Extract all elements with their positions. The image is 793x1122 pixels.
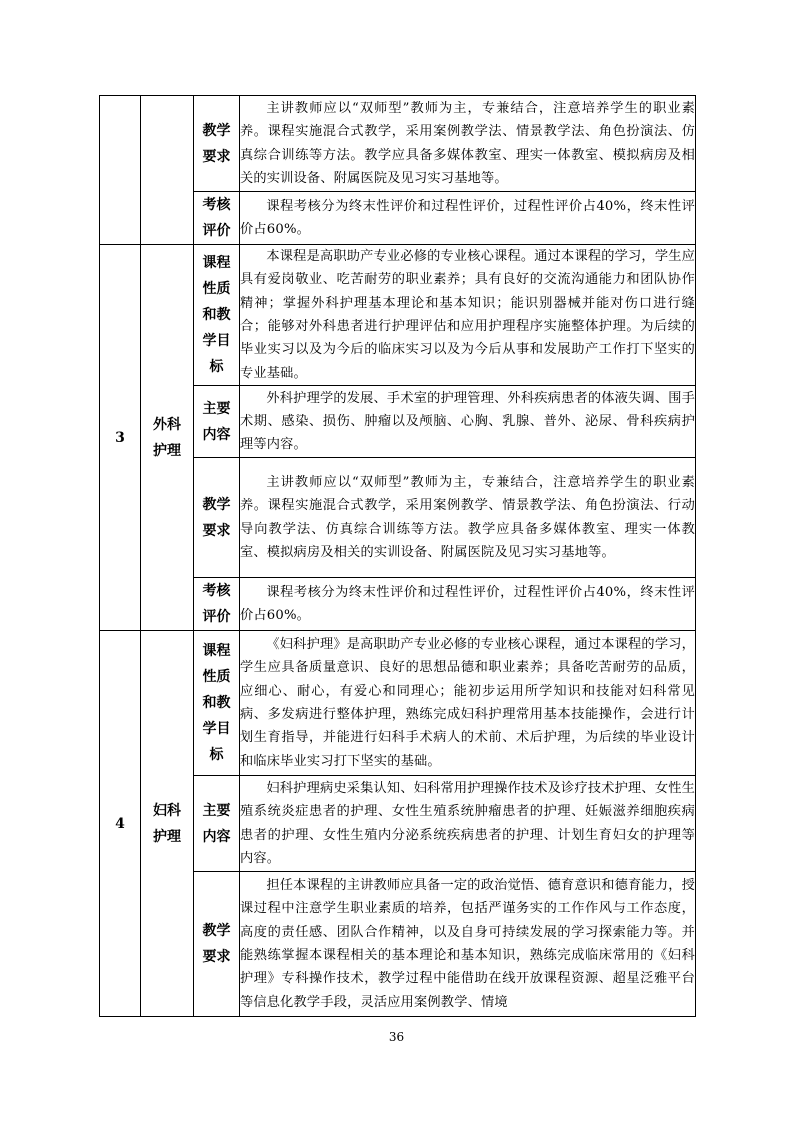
course-number-cell: [100, 96, 141, 245]
row-text: 担任本课程的主讲教师应具备一定的政治觉悟、德育意识和德育能力，授课过程中注意学生职业素质的培养，包括严谨务实的工作作风与工作态度，高度的责任感、团队合作精神，以及自身可持续发展的学习探索能力等。并能熟练掌握本课程相关的基本理论和基本知识，熟练完成临床常用的《妇科护理》专科操作技术，教学过程中能借助在线开放课程资源、超星泛雅平台等信息化教学手段，灵活应用案例教学、情境: [240, 872, 696, 1017]
row-label: 考核 评价: [194, 192, 240, 245]
row-label: 课程 性质 和教 学目 标: [194, 631, 240, 776]
row-label: 教学 要求: [194, 458, 240, 578]
row-label: 考核 评价: [194, 578, 240, 631]
row-text: 课程考核分为终末性评价和过程性评价，过程性评价占40%，终末性评价占60%。: [240, 192, 696, 245]
row-text: 主讲教师应以“双师型”教师为主，专兼结合，注意培养学生的职业素养。课程实施混合式教学，采用案例教学、情景教学法、角色扮演法、行动导向教学法、仿真综合训练等方法。教学应具备多媒体教室、理实一体教室、模拟病房及相关的实训设备、附属医院及见习实习基地等。: [240, 458, 696, 578]
course-name: 外科 护理: [141, 245, 194, 631]
row-label: 课程 性质 和教 学目 标: [194, 245, 240, 386]
course-name-cell: [141, 96, 194, 245]
row-text: 课程考核分为终末性评价和过程性评价，过程性评价占40%，终末性评价占60%。: [240, 578, 696, 631]
table-row: [100, 245, 696, 386]
course-number: 4: [100, 631, 141, 1017]
curriculum-table: [99, 95, 696, 1017]
row-text: 《妇科护理》是高职助产专业必修的专业核心课程，通过本课程的学习，学生应具备质量意识、良好的思想品德和职业素养；具备吃苦耐劳的品质，应细心、耐心，有爱心和同理心；能初步运用所学知识和技能对妇科常见病、多发病进行整体护理，熟练完成妇科护理常用基本技能操作，会进行计划生育指导，并能进行妇科手术病人的术前、术后护理，为后续的毕业设计和临床毕业实习打下坚实的基础。: [240, 631, 696, 776]
table-row: [100, 631, 696, 776]
table-row: [100, 96, 696, 192]
row-label: 教学 要求: [194, 96, 240, 192]
row-label: 主要 内容: [194, 386, 240, 458]
page-number: 36: [388, 1030, 405, 1044]
row-text: 妇科护理病史采集认知、妇科常用护理操作技术及诊疗技术护理、女性生殖系统炎症患者的护理、女性生殖系统肿瘤患者的护理、妊娠滋养细胞疾病患者的护理、女性生殖内分泌系统疾病患者的护理、计划生育妇女的护理等内容。: [240, 776, 696, 872]
row-text: 外科护理学的发展、手术室的护理管理、外科疾病患者的体液失调、围手术期、感染、损伤、肿瘤以及颅脑、心胸、乳腺、普外、泌尿、骨科疾病护理等内容。: [240, 386, 696, 458]
row-text: 本课程是高职助产专业必修的专业核心课程。通过本课程的学习，学生应具有爱岗敬业、吃苦耐劳的职业素养；具有良好的交流沟通能力和团队协作精神；掌握外科护理基本理论和基本知识；能识别器械并能对伤口进行缝合；能够对外科患者进行护理评估和应用护理程序实施整体护理。为后续的毕业实习以及为今后的临床实习以及为今后从事和发展助产工作打下坚实的专业基础。: [240, 245, 696, 386]
course-name: 妇科 护理: [141, 631, 194, 1017]
course-number: 3: [100, 245, 141, 631]
row-label: 主要 内容: [194, 776, 240, 872]
row-text: 主讲教师应以“双师型”教师为主，专兼结合，注意培养学生的职业素养。课程实施混合式教学，采用案例教学法、情景教学法、角色扮演法、仿真综合训练等方法。教学应具备多媒体教室、理实一体教室、模拟病房及相关的实训设备、附属医院及见习实习基地等。: [240, 96, 696, 192]
row-label: 教学 要求: [194, 872, 240, 1017]
